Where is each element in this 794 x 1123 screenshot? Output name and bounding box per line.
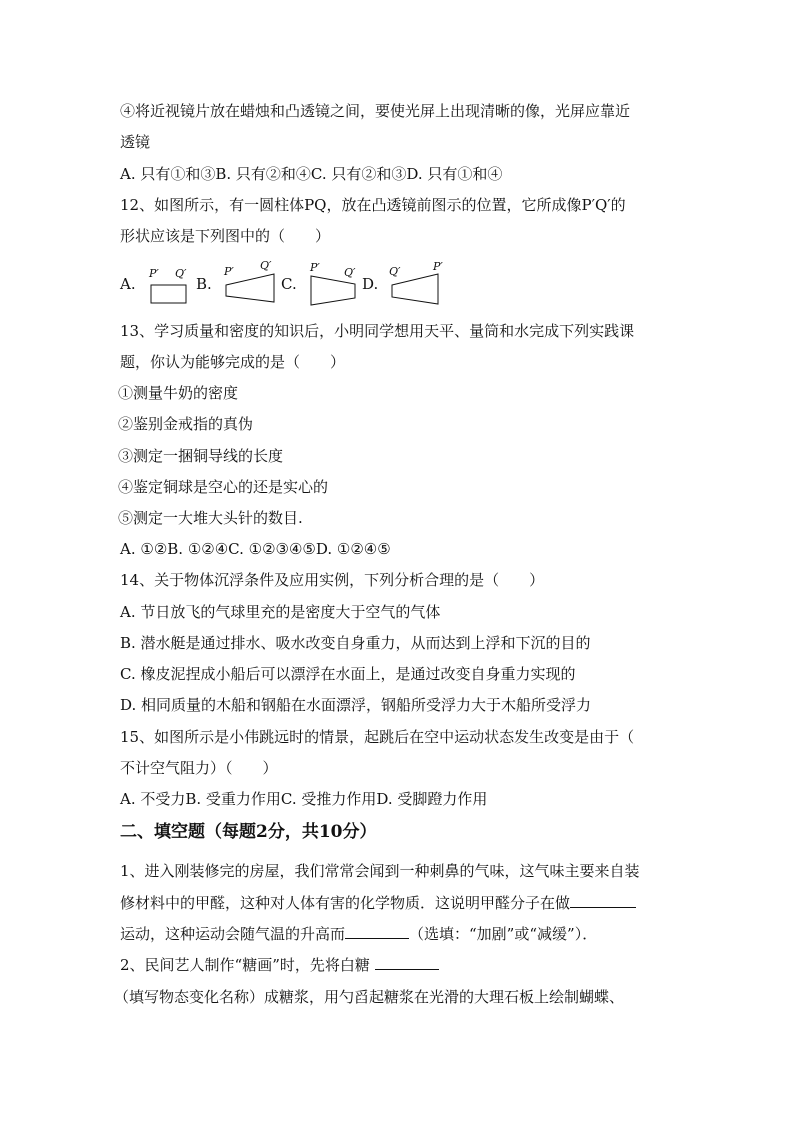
fill2-line2: （填写物态变化名称）成糖浆，用勺舀起糖浆在光滑的大理石板上绘制蝴蝶、 [114, 988, 625, 1006]
q12-c-trapezoid [311, 276, 355, 305]
fill2-line1 [120, 955, 439, 975]
q12-option-a-figure [148, 262, 190, 308]
q13-stem-line2: 题，你认为能够完成的是（ ） [120, 353, 346, 371]
q12-b-q-label: Q′ [260, 259, 272, 272]
fill1-line2 [120, 893, 636, 913]
section-title-fill-in: 二、填空题（每题2分，共10分） [120, 822, 377, 842]
q13-item-1: ①测量牛奶的密度 [118, 384, 239, 402]
q14-stem: 14、关于物体沉浮条件及应用实例，下列分析合理的是（ ） [120, 571, 545, 589]
q13-answer-options: A. ①②B. ①②④C. ①②③④⑤D. ①②④⑤ [120, 540, 391, 558]
q11-answer-options: A. 只有①和③B. 只有②和④C. 只有②和③D. 只有①和④ [120, 165, 503, 183]
q14-option-d: D. 相同质量的木船和钢船在水面漂浮，钢船所受浮力大于木船所受浮力 [120, 696, 592, 714]
q12-d-p-label: P′ [433, 260, 443, 273]
q12-c-p-label: P′ [310, 261, 320, 274]
q13-stem-line1: 13、学习质量和密度的知识后，小明同学想用天平、量筒和水完成下列实践课 [120, 322, 635, 340]
text-line-lens-statement-4: ④将近视镜片放在蜡烛和凸透镜之间，要使光屏上出现清晰的像，光屏应靠近 [120, 102, 631, 120]
fill1-line3-pre: 运动，这种运动会随气温的升高而 [120, 925, 346, 943]
q13-item-4: ④鉴定铜球是空心的还是实心的 [118, 478, 329, 496]
q15-answer-options: A. 不受力B. 受重力作用C. 受推力作用D. 受脚蹬力作用 [120, 790, 488, 808]
q12-option-d-figure [386, 258, 444, 308]
q14-option-b: B. 潜水艇是通过排水、吸水改变自身重力，从而达到上浮和下沉的目的 [120, 634, 591, 652]
q12-b-trapezoid [226, 274, 274, 302]
q12-option-c-label: C. [281, 275, 297, 293]
q12-d-q-label: Q′ [389, 265, 401, 278]
q12-a-rectangle [151, 285, 186, 303]
fill1-line3 [120, 924, 597, 944]
q13-item-3: ③测定一捆铜导线的长度 [118, 447, 284, 465]
fill2-line1-text: 2、民间艺人制作“糖画”时，先将白糖 [120, 956, 375, 974]
q12-d-trapezoid [392, 274, 438, 304]
q12-stem-line1: 12、如图所示，有一圆柱体PQ，放在凸透镜前图示的位置，它所成像P′Q′的 [120, 196, 626, 214]
q12-c-q-label: Q′ [344, 266, 356, 279]
fill1-line3-post: （选填：“加剧”或“减缓”）． [409, 925, 598, 943]
q12-a-p-label: P′ [149, 267, 159, 280]
fill1-blank-1[interactable] [570, 893, 636, 908]
q15-stem-line2: 不计空气阻力）（ ） [120, 759, 278, 777]
q12-option-c-figure [307, 258, 359, 308]
q13-item-2: ②鉴别金戒指的真伪 [118, 415, 254, 433]
q12-option-a-label: A. [120, 275, 136, 293]
q14-option-c: C. 橡皮泥捏成小船后可以漂浮在水面上，是通过改变自身重力实现的 [120, 665, 576, 683]
q14-option-a: A. 节日放飞的气球里充的是密度大于空气的气体 [120, 603, 441, 621]
fill1-line1: 1、进入刚装修完的房屋，我们常常会闻到一种刺鼻的气味，这气味主要来自装 [120, 862, 640, 880]
text-line-lens-statement-4-cont: 透镜 [120, 133, 151, 151]
q12-b-p-label: P′ [224, 265, 234, 278]
fill1-blank-2[interactable] [345, 924, 409, 939]
q12-option-b-label: B. [196, 275, 212, 293]
q15-stem-line1: 15、如图所示是小伟跳远时的情景，起跳后在空中运动状态发生改变是由于（ [120, 728, 635, 746]
q12-option-d-label: D. [362, 275, 379, 293]
q12-option-b-figure [222, 258, 278, 308]
q13-item-5: ⑤测定一大堆大头针的数目. [118, 509, 303, 527]
fill2-blank-1[interactable] [375, 955, 439, 970]
fill1-line2-text: 修材料中的甲醛，这种对人体有害的化学物质．这说明甲醛分子在做 [120, 894, 571, 912]
q12-a-q-label: Q′ [175, 267, 187, 280]
q12-stem-line2: 形状应该是下列图中的（ ） [120, 227, 331, 245]
